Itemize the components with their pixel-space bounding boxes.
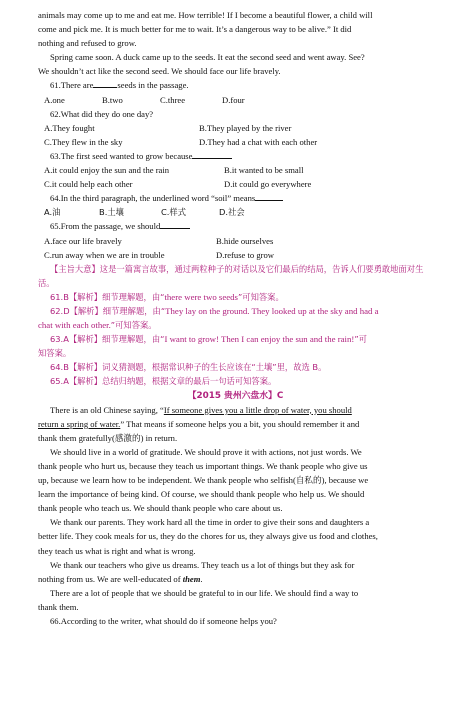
option-d[interactable]: D.refuse to grow: [216, 249, 274, 260]
options-row: [38, 205, 433, 219]
answer-blank[interactable]: [160, 219, 190, 229]
story-line: Spring came soon. A duck came up to the seeds. It eat the second seed and went away. See?: [50, 52, 365, 63]
story-line: animals may come up to me and eat me. How terrible! If I become a beautiful flower, a child will: [38, 10, 373, 20]
option-b[interactable]: B.They played by the river: [199, 122, 292, 133]
option-b[interactable]: B.it wanted to be small: [224, 165, 304, 176]
passage-line: There is an old Chinese saying, “If someone gives you a little drop of water, you should: [50, 404, 352, 415]
story-ending: [38, 8, 433, 78]
answer-blank[interactable]: [93, 78, 117, 88]
passage-line: thank them gratefully(感激的) in return.: [38, 432, 178, 443]
passage-c: [38, 403, 433, 629]
option-b[interactable]: B.hide ourselves: [216, 235, 274, 246]
answer-blank[interactable]: [255, 191, 283, 201]
question-65: [38, 219, 433, 261]
passage-line: thank them.: [38, 601, 79, 612]
passage-line: nothing from us. We are well-educated of them.: [38, 573, 203, 584]
option-c[interactable]: C.it could help each other: [44, 179, 133, 190]
option-d[interactable]: D.社会: [219, 207, 245, 218]
passage-line: We thank our teachers who give us dreams. They teach us a lot of things but they ask for: [50, 559, 355, 570]
passage-line: We should live in a world of gratitude. We should prove it with actions, not just words. We: [50, 446, 362, 457]
option-a[interactable]: A.it could enjoy the sun and the rain: [44, 165, 170, 176]
question-stem: 62.What did they do one day?: [50, 108, 154, 119]
options-row: [38, 163, 433, 177]
passage-line: thank people who teach us. We should thank people who care about us.: [38, 503, 283, 514]
option-a[interactable]: A.They fought: [44, 122, 95, 133]
section-title: 【2015 贵州六盘水】C: [187, 390, 284, 401]
main-idea: 【主旨大意】这是一篇寓言故事，通过两粒种子的对话以及它们最后的结局，告诉人们要勇敢地面对生活。: [38, 263, 424, 288]
options-row: [38, 93, 433, 107]
option-b[interactable]: B.two: [102, 94, 123, 105]
answer-62-cont: chat with each other.”可知答案。: [38, 320, 157, 331]
options-row: [38, 121, 433, 135]
question-63: [38, 149, 433, 191]
answer-64: 64.B【解析】词义猜测题，根据常识种子的生长应该在“土壤”里，故选 B。: [50, 362, 327, 373]
passage-line: they teach us what is right and what is wrong.: [38, 545, 196, 556]
passage-line: up, because we learn how to be independent. We thank people who selfish(自私的), because we: [38, 475, 369, 486]
question-stem: 64.In the third paragraph, the underlined word “soil” means: [38, 191, 433, 205]
option-d[interactable]: D.They had a chat with each other: [199, 136, 318, 147]
option-c[interactable]: C.They flew in the sky: [44, 136, 123, 147]
passage-line: return a spring of water.” That means if someone helps you a bit, you should remember it and: [38, 418, 360, 429]
answer-63: 63.A【解析】细节理解题，由“I want to grow! Then I can enjoy the sun and the rain!”可: [50, 334, 367, 345]
options-row: [38, 248, 433, 262]
answer-62: 62.D【解析】细节理解题，由“They lay on the ground. They looked up at the sky and had a: [50, 305, 379, 316]
options-row: [38, 135, 433, 149]
option-a[interactable]: A.face our life bravely: [44, 235, 122, 246]
question-stem: 63.The first seed wanted to grow because: [38, 149, 433, 163]
option-b[interactable]: B.土壤: [99, 207, 124, 218]
option-c[interactable]: C.样式: [161, 207, 187, 218]
answer-65: 65.A【解析】总结归纳题，根据文章的最后一句话可知答案。: [50, 376, 277, 387]
answer-blank[interactable]: [192, 149, 232, 159]
passage-line: We thank our parents. They work hard all the time in order to give their sons and daughters a: [50, 517, 370, 528]
option-a[interactable]: A.one: [44, 94, 65, 105]
option-c[interactable]: C.three: [160, 94, 186, 105]
passage-line: better life. They cook meals for us, they do the chores for us, they always give us food and clothes,: [38, 531, 378, 542]
story-line: nothing and refused to grow.: [38, 38, 137, 49]
question-62: [38, 107, 433, 149]
question-66: 66.According to the writer, what should do if someone helps you?: [50, 616, 277, 627]
story-line: come and pick me. It is much better for me to wait. It’s a dangerous way to be alive.” It did: [38, 24, 352, 35]
answer-61: 61.B【解析】细节理解题，由“there were two seeds”可知答案。: [50, 291, 284, 302]
answer-explanations: [38, 262, 433, 389]
option-c[interactable]: C.run away when we are in trouble: [44, 249, 165, 260]
options-row: [38, 177, 433, 191]
option-d[interactable]: D.four: [222, 94, 245, 105]
option-a[interactable]: A.油: [44, 207, 61, 218]
answer-63-cont: 知答案。: [38, 348, 72, 359]
option-d[interactable]: D.it could go everywhere: [224, 179, 312, 190]
story-line: We shouldn’t act like the second seed. We should face our life bravely.: [38, 66, 281, 77]
question-64: [38, 191, 433, 219]
question-stem: 61.There are seeds in the passage.: [50, 80, 189, 91]
question-stem: 65.From the passage, we should: [38, 219, 433, 233]
question-61: [38, 78, 433, 106]
passage-line: thank people who hurt us, because they teach us important things. We thank people who give us: [38, 461, 368, 471]
passage-line: There are a lot of people that we should be grateful to in our life. We should find a way to: [50, 587, 359, 598]
passage-line: learn the importance of being kind. Of course, we should thank people who help us. We should: [38, 489, 365, 500]
options-row: [38, 234, 433, 248]
